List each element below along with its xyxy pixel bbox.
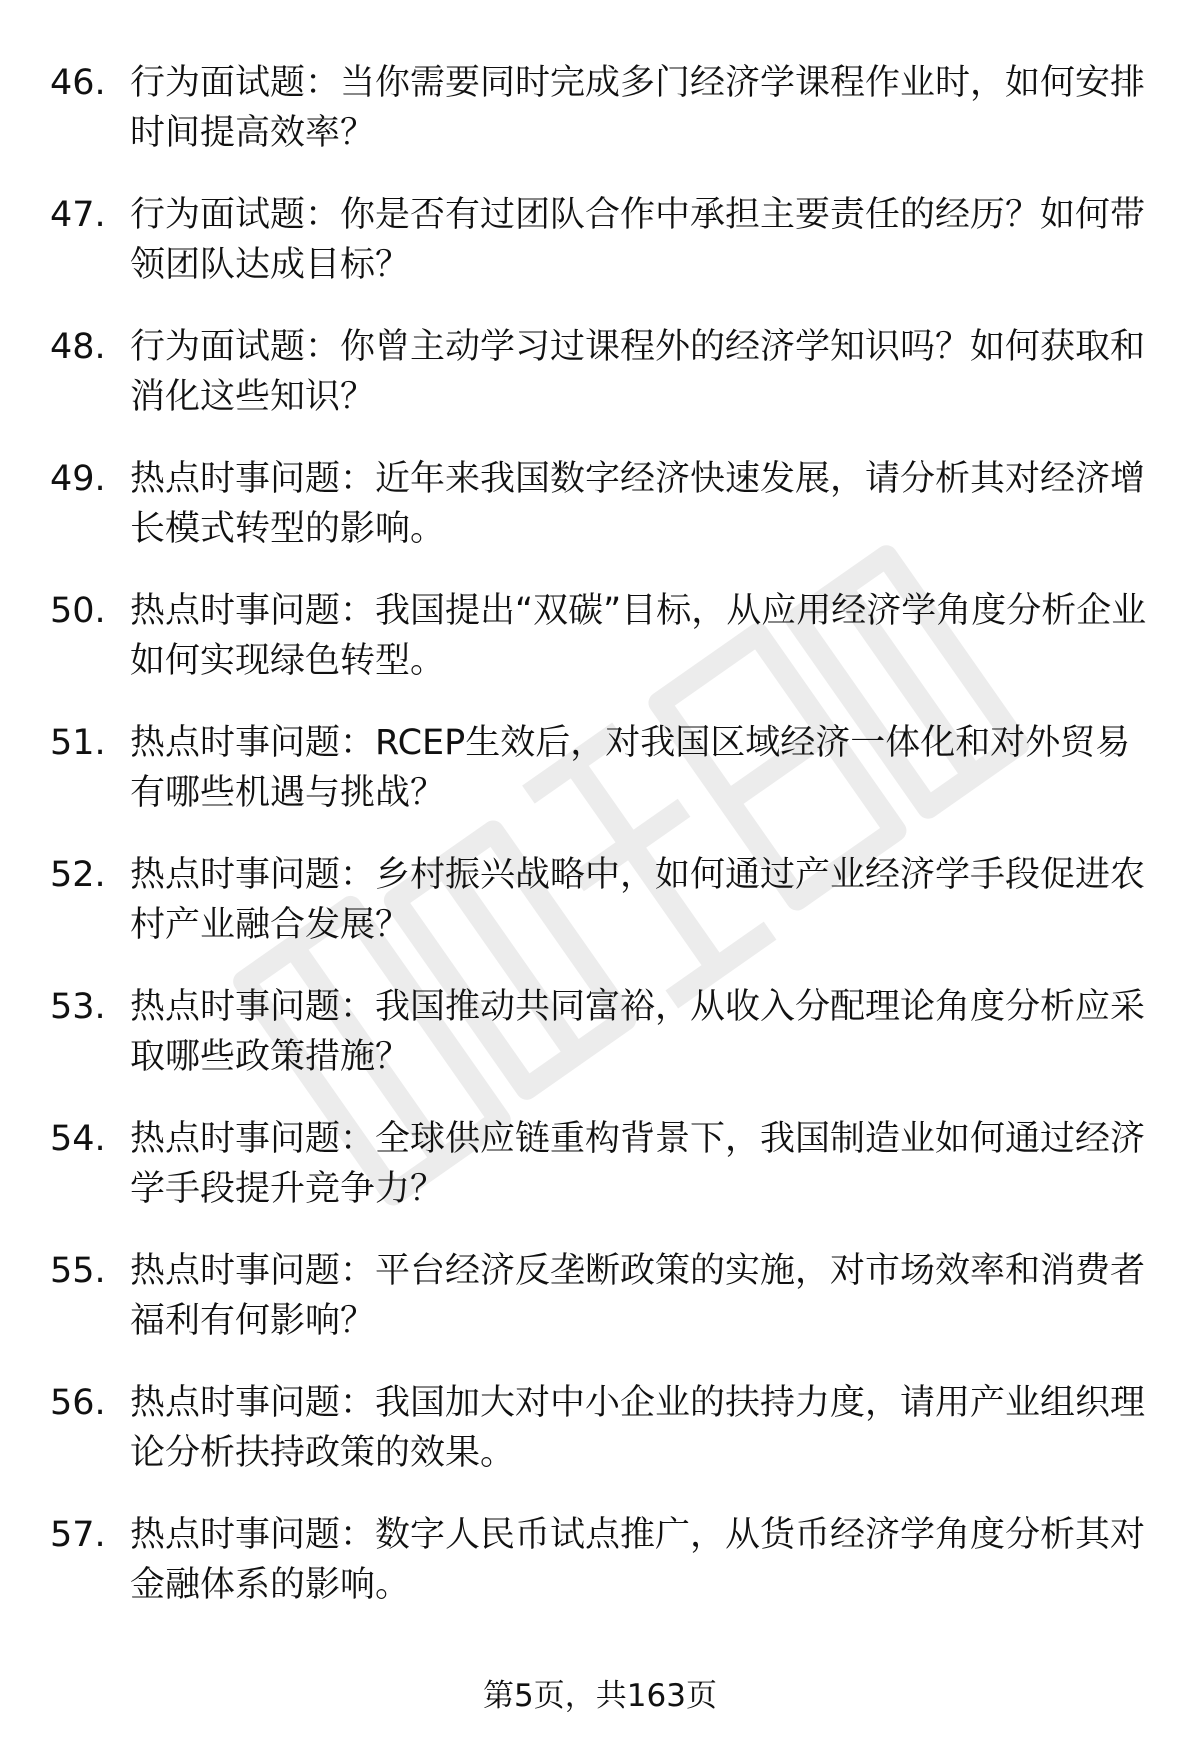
question-text: 行为面试题：你曾主动学习过课程外的经济学知识吗？如何获取和消化这些知识？ xyxy=(130,327,1146,417)
question-text: 热点时事问题：全球供应链重构背景下，我国制造业如何通过经济学手段提升竞争力？ xyxy=(130,1119,1146,1209)
question-number: 49. xyxy=(50,459,106,499)
question-item-57 xyxy=(50,1510,1160,1610)
question-list xyxy=(50,58,1160,1642)
question-item-52 xyxy=(50,850,1160,950)
page-number-label: 第5页，共163页 xyxy=(483,1678,717,1714)
question-number: 57. xyxy=(50,1515,106,1555)
question-item-48 xyxy=(50,322,1160,422)
question-number: 47. xyxy=(50,195,106,235)
question-item-46 xyxy=(50,58,1160,158)
question-text: 热点时事问题：我国提出“双碳”目标，从应用经济学角度分析企业如何实现绿色转型。 xyxy=(130,591,1147,681)
question-text: 热点时事问题：RCEP生效后，对我国区域经济一体化和对外贸易有哪些机遇与挑战？ xyxy=(130,723,1131,813)
question-number: 53. xyxy=(50,987,106,1027)
question-text: 热点时事问题：我国加大对中小企业的扶持力度，请用产业组织理论分析扶持政策的效果。 xyxy=(130,1383,1146,1473)
question-number: 48. xyxy=(50,327,106,367)
question-item-50 xyxy=(50,586,1160,686)
question-item-55 xyxy=(50,1246,1160,1346)
question-text: 热点时事问题：平台经济反垄断政策的实施，对市场效率和消费者福利有何影响？ xyxy=(130,1251,1146,1341)
question-text: 热点时事问题：近年来我国数字经济快速发展，请分析其对经济增长模式转型的影响。 xyxy=(130,459,1146,549)
question-text: 热点时事问题：数字人民币试点推广，从货币经济学角度分析其对金融体系的影响。 xyxy=(130,1515,1146,1605)
question-number: 50. xyxy=(50,591,106,631)
question-number: 46. xyxy=(50,63,106,103)
question-text: 行为面试题：当你需要同时完成多门经济学课程作业时，如何安排时间提高效率？ xyxy=(130,63,1146,153)
question-number: 55. xyxy=(50,1251,106,1291)
page-footer xyxy=(0,1676,1200,1716)
question-text: 热点时事问题：我国推动共同富裕，从收入分配理论角度分析应采取哪些政策措施？ xyxy=(130,987,1146,1077)
question-number: 56. xyxy=(50,1383,106,1423)
question-number: 51. xyxy=(50,723,106,763)
question-item-51 xyxy=(50,718,1160,818)
question-text: 行为面试题：你是否有过团队合作中承担主要责任的经历？如何带领团队达成目标？ xyxy=(130,195,1146,285)
question-item-53 xyxy=(50,982,1160,1082)
question-text: 热点时事问题：乡村振兴战略中，如何通过产业经济学手段促进农村产业融合发展？ xyxy=(130,855,1146,945)
question-item-47 xyxy=(50,190,1160,290)
question-number: 54. xyxy=(50,1119,106,1159)
question-item-56 xyxy=(50,1378,1160,1478)
question-number: 52. xyxy=(50,855,106,895)
question-item-49 xyxy=(50,454,1160,554)
question-item-54 xyxy=(50,1114,1160,1214)
